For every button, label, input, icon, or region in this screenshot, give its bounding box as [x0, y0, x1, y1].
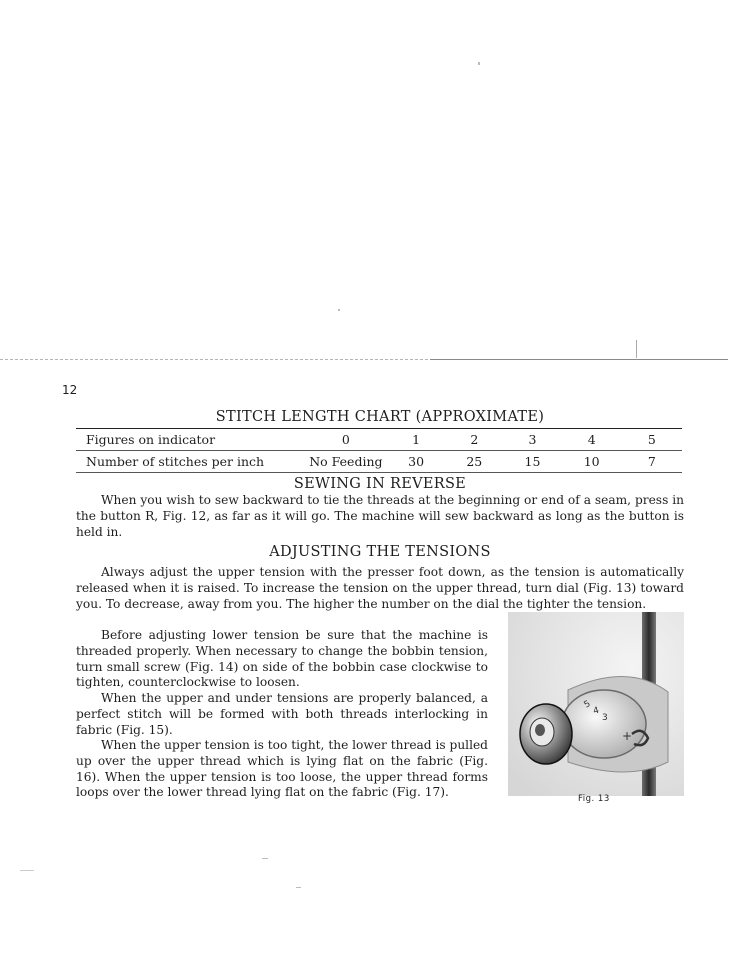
table-cell: 7 — [622, 451, 682, 473]
page-number: 12 — [62, 383, 78, 397]
stitch-length-chart — [76, 428, 682, 473]
paragraph-tension-upper — [76, 565, 684, 612]
scan-speck — [296, 887, 301, 888]
paragraph-tension-balanced — [76, 691, 488, 738]
table-cell: 0 — [305, 429, 387, 451]
scan-speck — [478, 62, 480, 65]
section-heading-tensions: ADJUSTING THE TENSIONS — [269, 544, 491, 560]
paragraph-text: Before adjusting lower tension be sure that the machine is threaded properly. When necessary to change the bobbin tension, turn small screw (Fig. 14) on side of the bobbin case clockwise to tighten, counterclockwise to loosen. — [76, 628, 488, 690]
scan-speck — [262, 858, 268, 859]
section-heading-reverse: SEWING IN REVERSE — [293, 476, 467, 492]
paragraph-tension-tight-loose — [76, 738, 488, 801]
table-cell: 5 — [622, 429, 682, 451]
knob-center — [535, 724, 545, 736]
table-row — [76, 451, 682, 473]
row-label: Figures on indicator — [76, 429, 305, 451]
table-cell: 30 — [387, 451, 445, 473]
table-cell: 1 — [387, 429, 445, 451]
paragraph-text: When you wish to sew backward to tie the threads at the beginning or end of a seam, press in the button R, Fig. 12, as far as it will go. The machine will sew backward as long as the button is held in. — [76, 493, 684, 539]
table-cell: 2 — [445, 429, 503, 451]
tension-dial-photo — [508, 612, 684, 796]
table-cell: 4 — [562, 429, 622, 451]
paragraph-reverse — [76, 493, 684, 540]
dial-mark: 4 — [592, 705, 601, 717]
paragraph-text: Always adjust the upper tension with the presser foot down, as the tension is automatically released when it is raised. To increase the tension on the upper thread, turn dial (Fig. 13) toward you. To decrease, away from you. The higher the number on the dial the tighter the tension. — [76, 565, 684, 611]
table-row — [76, 429, 682, 451]
paragraph-text: When the upper and under tensions are properly balanced, a perfect stitch will be formed with both threads interlocking in fabric (Fig. 15). — [76, 691, 488, 737]
dial-mark: 5 — [582, 699, 593, 711]
stitch-chart-title: STITCH LENGTH CHART (APPROXIMATE) — [215, 409, 545, 425]
table-cell: 3 — [503, 429, 561, 451]
figure-caption: Fig. 13 — [578, 794, 610, 804]
paragraph-tension-lower — [76, 628, 488, 691]
table-cell: 10 — [562, 451, 622, 473]
paragraph-text: When the upper tension is too tight, the lower thread is pulled up over the upper thread which is lying flat on the fabric (Fig. 16). When the upper tension is too loose, the upper thread forms loops over the lower thread lying flat on the fabric (Fig. 17). — [76, 738, 488, 800]
dial-mark: 3 — [602, 713, 608, 723]
table-cell: 15 — [503, 451, 561, 473]
page-fold-line-solid — [430, 359, 728, 360]
scan-speck — [338, 309, 340, 311]
tension-dial — [562, 690, 646, 758]
table-cell: No Feeding — [305, 451, 387, 473]
table-cell: 25 — [445, 451, 503, 473]
scan-speck — [636, 340, 637, 358]
scan-speck — [20, 870, 34, 871]
dial-mark: + — [622, 729, 633, 743]
row-label: Number of stitches per inch — [76, 451, 305, 473]
